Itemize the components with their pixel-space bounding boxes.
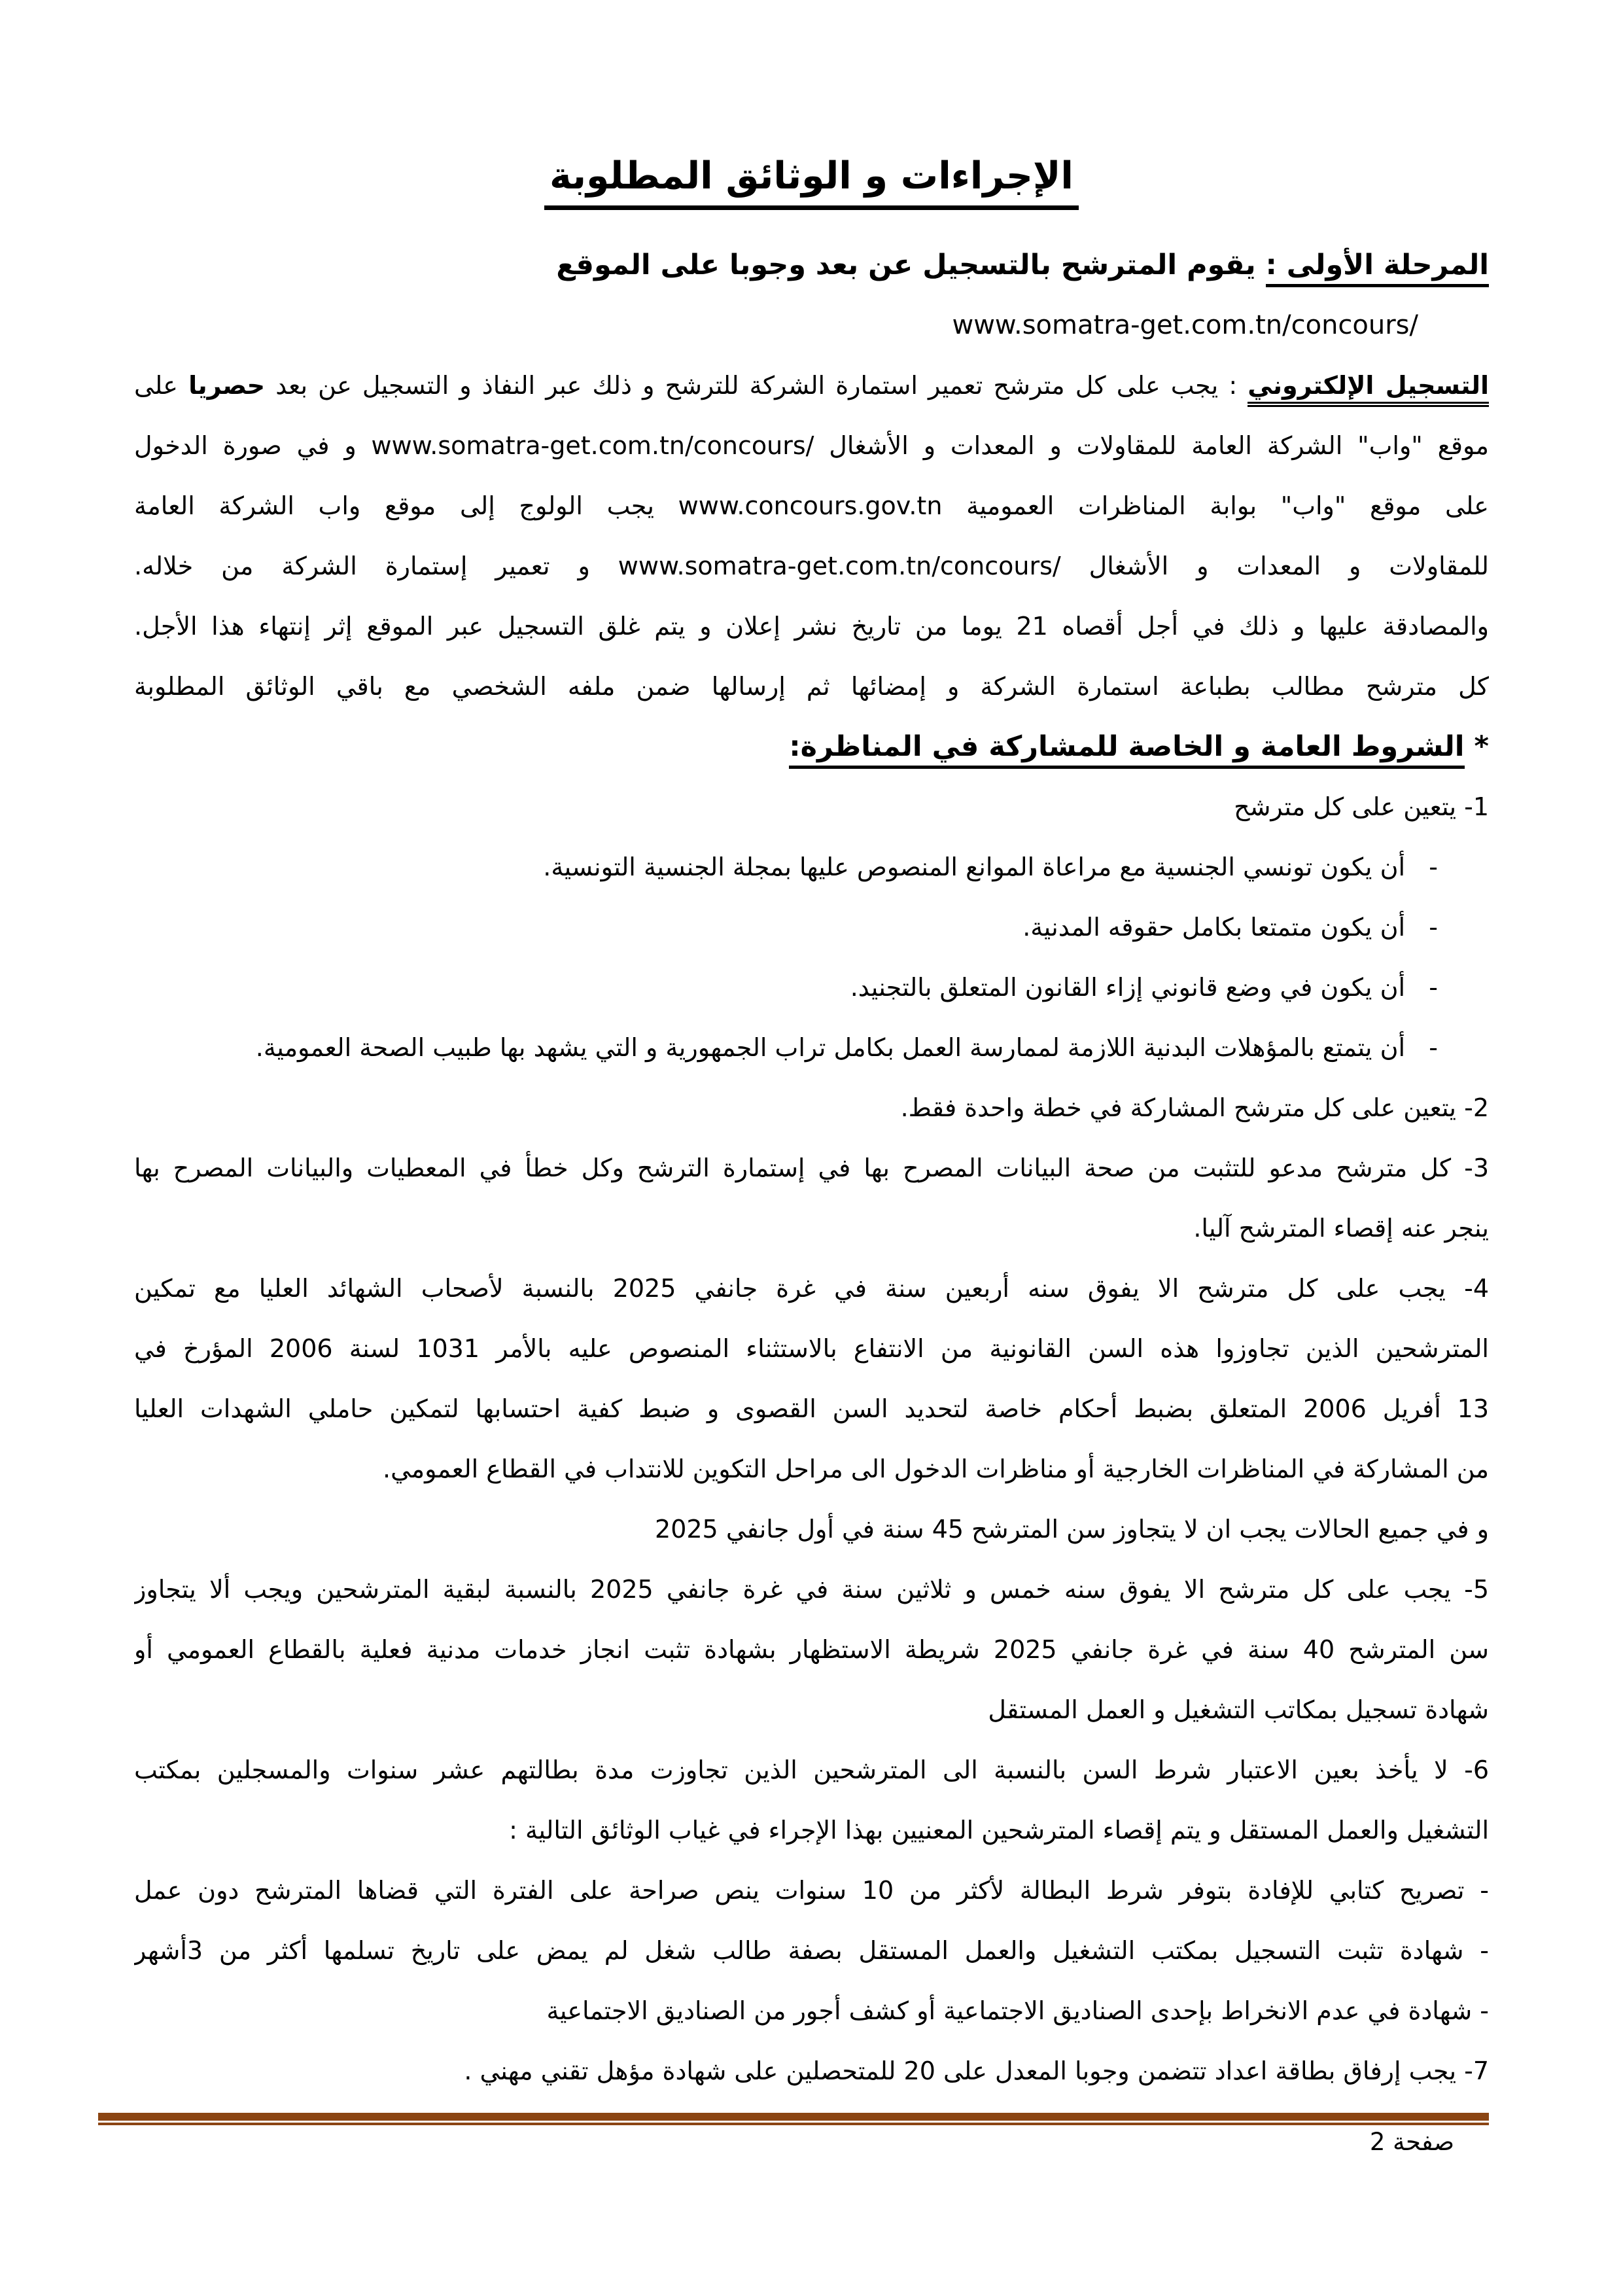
condition-5-line-1 [134,1559,1489,1619]
condition-6-line-1 [134,1740,1489,1800]
condition-6-doc-3 [134,1981,1489,2041]
text-segment: يقوم المترشح بالتسجيل عن بعد وجوبا على الموقع [556,249,1266,281]
url-text: www.concours.gov.tn [678,491,943,520]
text-segment: التشغيل والعمل المستقل و يتم إقصاء المترشحين المعنيين بهذا الإجراء في غياب الوثائق التالية : [509,1816,1489,1845]
text-segment: 1- يتعين على كل مترشح [1234,792,1489,821]
text-segment: 13 أفريل 2006 المتعلق بضبط أحكام خاصة لتحديد السن القصوى و ضبط كفية احتسابها لتمكين حاملي الشهدات العليا [134,1394,1489,1423]
text-segment: المترشحين الذين تجاوزوا هذه السن القانونية من الانتفاع بالاستثناء المنصوص عليه بالأمر 1031 لسنة 2006 المؤرخ في [134,1334,1489,1363]
condition-5-line-2 [134,1619,1489,1680]
text-segment: 2- يتعين على كل مترشح المشاركة في خطة واحدة فقط. [900,1093,1489,1122]
condition-4-line-1 [134,1258,1489,1318]
condition-1-bullet-2 [134,897,1489,957]
e-registration-line-1 [134,355,1489,415]
footer-rule [98,2113,1489,2125]
text-segment: من المشاركة في المناظرات الخارجية أو مناظرات الدخول الى مراحل التكوين للانتداب في القطاع العمومي. [383,1455,1489,1483]
text-segment: المرحلة الأولى : [1266,249,1489,287]
text-segment: و في جميع الحالات يجب ان لا يتجاوز سن المترشح 45 سنة في أول جانفي 2025 [655,1515,1489,1544]
url-text: www.somatra-get.com.tn/concours/ [952,310,1418,340]
text-segment: 3- كل مترشح مدعو للتثبت من صحة البيانات المصرح بها في إستمارة الترشح وكل خطأ في المعطيات والبيانات المصرح بها [134,1154,1489,1182]
condition-6-doc-1 [134,1860,1489,1920]
condition-7-line [134,2041,1489,2101]
document-content [134,0,1489,2101]
e-registration-line-3 [134,476,1489,536]
page-title: الإجراءات و الوثائق المطلوبة [544,154,1079,210]
text-segment: 6- لا يأخذ بعين الاعتبار شرط السن بالنسبة الى المترشحين الذين تجاوزت مدة بطالتهم عشر سنوات والمسجلين بمكتب [134,1756,1489,1784]
text-segment: التسجيل الإلكتروني [1248,371,1489,407]
text-segment: كل مترشح مطالب بطباعة استمارة الشركة و إمضائها ثم إرسالها ضمن ملفه الشخصي مع باقي الوثائق المطلوبة [134,672,1489,701]
condition-5-line-3 [134,1680,1489,1740]
text-segment: موقع "واب" الشركة العامة للمقاولات و المعدات و الأشغال [814,431,1489,460]
text-segment: - شهادة في عدم الانخراط بإحدى الصناديق الاجتماعية أو كشف أجور من الصناديق الاجتماعية [546,1996,1489,2025]
condition-2-line [134,1078,1489,1138]
e-registration-line-2 [134,415,1489,476]
text-segment: - أن يتمتع بالمؤهلات البدنية اللازمة لممارسة العمل بكامل تراب الجمهورية و التي يشهد بها طبيب الصحة العمومية. [255,1033,1438,1062]
condition-3-line-2 [134,1198,1489,1258]
text-segment: سن المترشح 40 سنة في غرة جانفي 2025 شريطة الاستظهار بشهادة تثبت انجاز خدمات مدنية فعلية بالقطاع العمومي أو [134,1635,1489,1664]
text-segment: حصريا [188,371,266,400]
condition-6-doc-2 [134,1920,1489,1981]
text-segment: * [1464,730,1489,763]
condition-4-line-2 [134,1318,1489,1379]
text-segment: للمقاولات و المعدات و الأشغال [1060,552,1489,580]
text-segment: والمصادقة عليها و ذلك في أجل أقصاه 21 يوما من تاريخ نشر إعلان و يتم غلق التسجيل عبر الموقع إثر إنتهاء هذا الأجل. [134,612,1489,641]
text-segment: 4- يجب على كل مترشح الا يفوق سنه أربعين سنة في غرة جانفي 2025 بالنسبة لأصحاب الشهائد العليا مع تمكين [134,1274,1489,1303]
conditions-heading-line [134,716,1489,777]
text-segment: شهادة تسجيل بمكاتب التشغيل و العمل المستقل [988,1695,1489,1724]
e-registration-line-6 [134,656,1489,716]
text-segment: - أن يكون تونسي الجنسية مع مراعاة الموانع المنصوص عليها بمجلة الجنسية التونسية. [543,853,1438,881]
text-segment: على موقع "واب" بوابة المناظرات العمومية [942,491,1489,520]
text-segment: - تصريح كتابي للإفادة بتوفر شرط البطالة لأكثر من 10 سنوات ينص صراحة على الفترة التي قضاها المترشح دون عمل [134,1876,1489,1905]
condition-1-line [134,777,1489,837]
condition-1-bullet-4 [134,1017,1489,1078]
text-segment: : يجب على كل مترشح تعمير استمارة الشركة للترشح و ذلك عبر النفاذ و التسجيل عن بعد [265,371,1248,400]
text-segment: 7- يجب إرفاق بطاقة اعداد تتضمن وجوبا المعدل على 20 للمتحصلين على شهادة مؤهل تقني مهني . [464,2057,1489,2085]
url-text: www.somatra-get.com.tn/concours/ [618,552,1061,580]
condition-4-line-5 [134,1499,1489,1559]
title-wrap [134,0,1489,210]
e-registration-line-5 [134,596,1489,656]
condition-3-line-1 [134,1138,1489,1198]
text-segment: 5- يجب على كل مترشح الا يفوق سنه خمس و ثلاثين سنة في غرة جانفي 2025 بالنسبة لبقية المترشحين ويجب ألا يتجاوز [134,1575,1489,1604]
condition-1-bullet-3 [134,957,1489,1017]
condition-4-line-4 [134,1439,1489,1499]
text-segment: و في صورة الدخول [134,431,372,460]
text-segment: - أن يكون متمتعا بكامل حقوقه المدنية. [1022,913,1438,942]
page-number-label: صفحة 2 [1369,2128,1454,2156]
e-registration-line-4 [134,536,1489,596]
text-segment: يجب الولوج إلى موقع واب الشركة العامة [134,491,678,520]
condition-4-line-3 [134,1379,1489,1439]
text-segment: - شهادة تثبت التسجيل بمكتب التشغيل والعمل المستقل بصفة طالب شغل لم يمض على تاريخ تسلمها أكثر من 3أشهر [134,1936,1489,1965]
condition-6-line-2 [134,1800,1489,1860]
text-segment: ينجر عنه إقصاء المترشح آليا. [1193,1214,1489,1243]
url-text: www.somatra-get.com.tn/concours/ [371,431,814,460]
text-segment: الشروط العامة و الخاصة للمشاركة في المناظرة: [789,730,1464,769]
condition-1-bullet-1 [134,837,1489,897]
stage1-heading-line [134,235,1489,295]
text-segment: على [134,371,189,400]
text-segment: و تعمير إستمارة الشركة من خلاله. [134,552,618,580]
text-segment: - أن يكون في وضع قانوني إزاء القانون المتعلق بالتجنيد. [850,973,1438,1002]
registration-url-line [134,295,1489,355]
document-lines [134,235,1489,2101]
